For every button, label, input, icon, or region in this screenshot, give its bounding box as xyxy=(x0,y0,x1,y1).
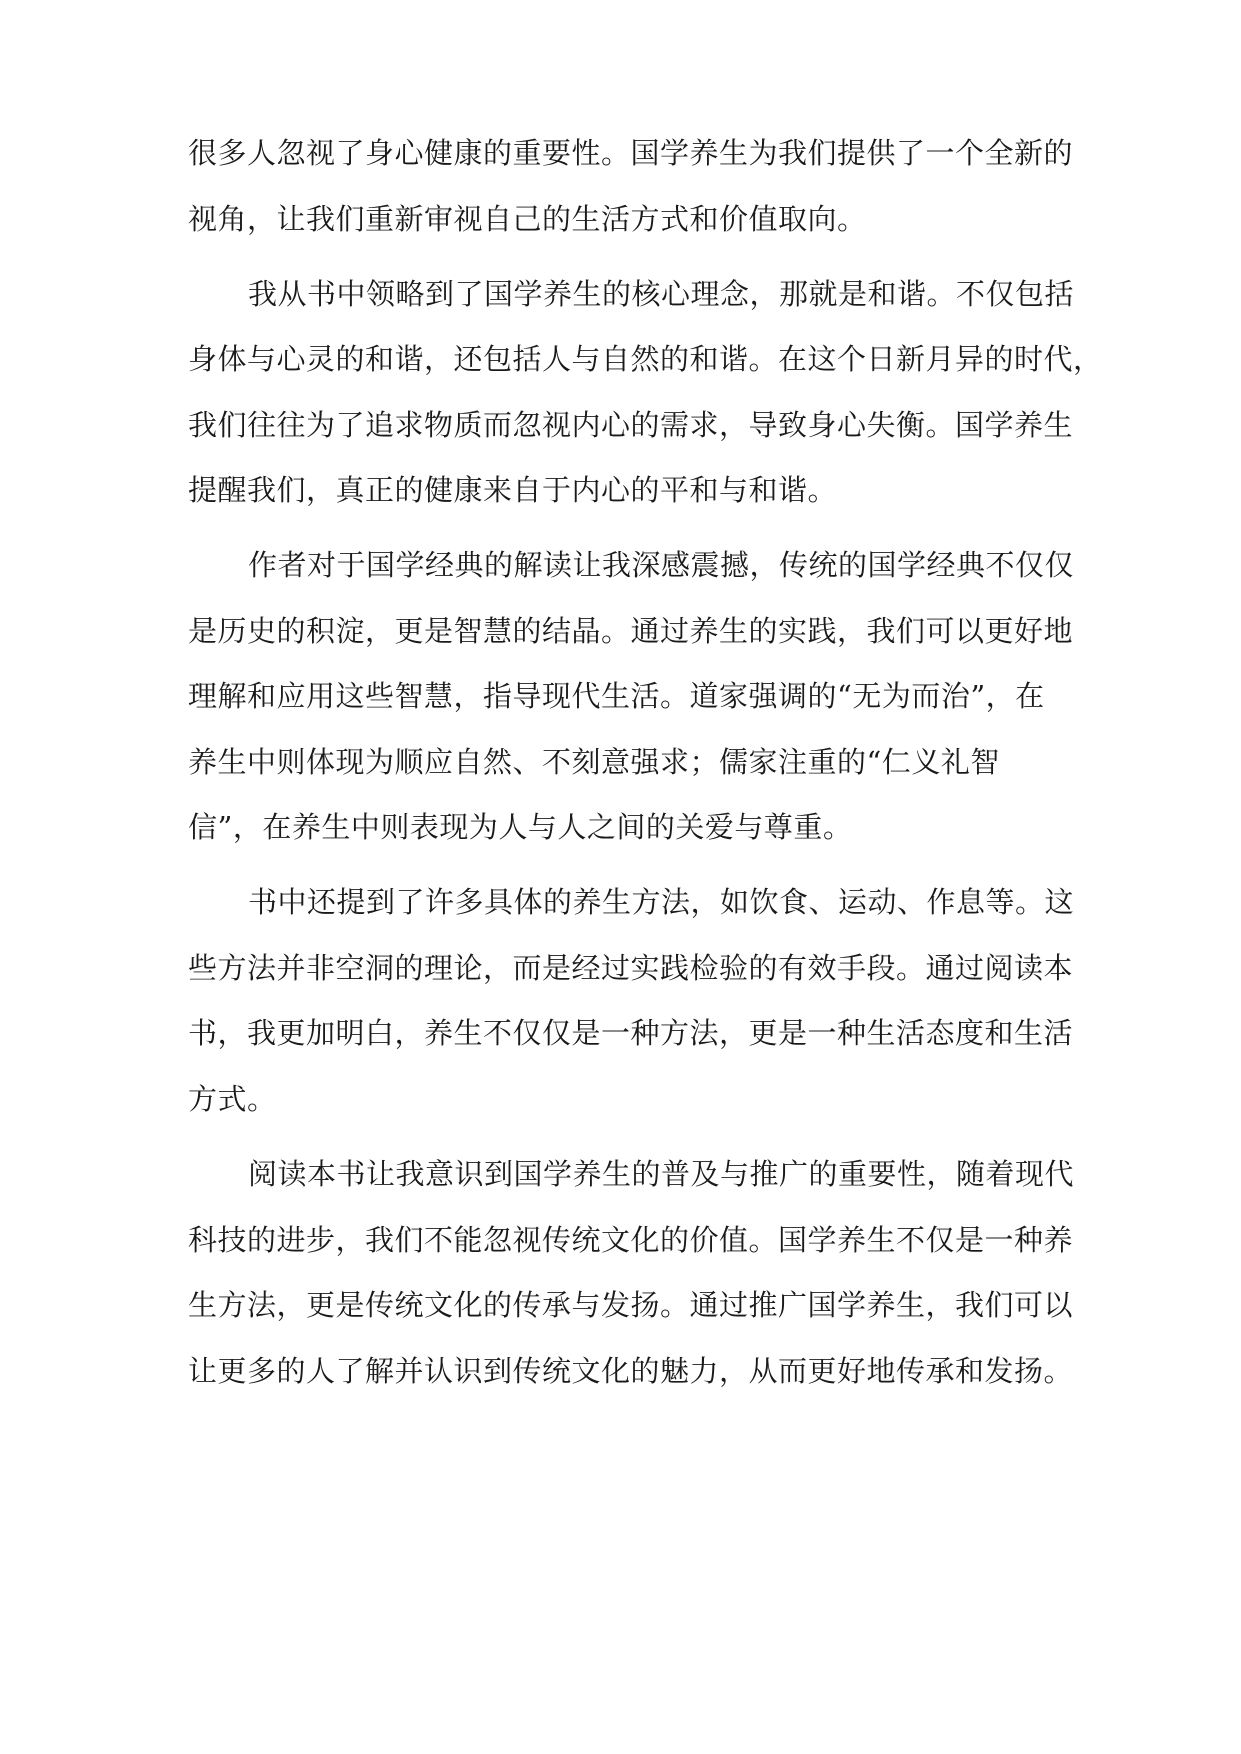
paragraph-line: 让更多的人了解并认识到传统文化的魅力，从而更好地传承和发扬。 xyxy=(188,1354,1074,1388)
paragraph-line: 是历史的积淀，更是智慧的结晶。通过养生的实践，我们可以更好地 xyxy=(188,614,1074,648)
paragraph-line: 作者对于国学经典的解读让我深感震撼，传统的国学经典不仅仅 xyxy=(248,548,1075,582)
paragraph-line: 身体与心灵的和谐，还包括人与自然的和谐。在这个日新月异的时代， xyxy=(188,342,1103,376)
paragraph-line: 阅读本书让我意识到国学养生的普及与推广的重要性，随着现代 xyxy=(248,1157,1075,1191)
paragraph-line: 视角，让我们重新审视自己的生活方式和价值取向。 xyxy=(188,202,867,236)
paragraph-line: 书，我更加明白，养生不仅仅是一种方法，更是一种生活态度和生活 xyxy=(188,1016,1074,1050)
paragraph-line: 我从书中领略到了国学养生的核心理念，那就是和谐。不仅包括 xyxy=(248,277,1075,311)
paragraph-line: 我们往往为了追求物质而忽视内心的需求，导致身心失衡。国学养生 xyxy=(188,408,1074,442)
paragraph-line: 理解和应用这些智慧，指导现代生活。道家强调的“无为而治”，在 xyxy=(188,679,1045,713)
paragraph-line: 信”，在养生中则表现为人与人之间的关爱与尊重。 xyxy=(188,810,853,844)
paragraph-line: 很多人忽视了身心健康的重要性。国学养生为我们提供了一个全新的 xyxy=(188,136,1074,170)
paragraph-line: 提醒我们，真正的健康来自于内心的平和与和谐。 xyxy=(188,473,838,507)
paragraph-line: 生方法，更是传统文化的传承与发扬。通过推广国学养生，我们可以 xyxy=(188,1288,1074,1322)
paragraph-line: 养生中则体现为顺应自然、不刻意强求；儒家注重的“仁义礼智 xyxy=(188,745,1000,779)
paragraph-line: 些方法并非空洞的理论，而是经过实践检验的有效手段。通过阅读本 xyxy=(188,951,1074,985)
paragraph-line: 科技的进步，我们不能忽视传统文化的价值。国学养生不仅是一种养 xyxy=(188,1223,1074,1257)
paragraph-line: 方式。 xyxy=(188,1082,277,1116)
paragraph-line: 书中还提到了许多具体的养生方法，如饮食、运动、作息等。这 xyxy=(248,885,1075,919)
